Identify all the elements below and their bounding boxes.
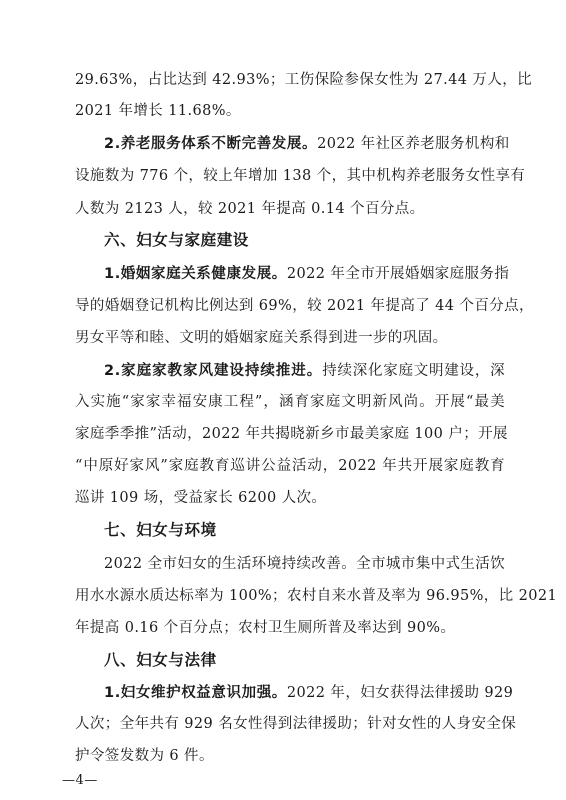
text-line: 用水水源水质达标率为 100%；农村自来水普及率为 96.95%，比 2021 (75, 588, 558, 604)
text-line: 入实施“家家幸福安康工程”，涵育家庭文明新风尚。开展“最美 (75, 394, 505, 410)
text-line: 人数为 2123 人，较 2021 年提高 0.14 个百分点。 (75, 201, 425, 217)
text-line: 导的婚姻登记机构比例达到 69%，较 2021 年提高了 44 个百分点， (75, 298, 534, 314)
paragraph-first-line (104, 361, 505, 381)
text-line: 男女平等和睦、文明的婚姻家庭关系得到进一步的巩固。 (75, 330, 448, 346)
paragraph-lead: 1.婚姻家庭关系健康发展。 (104, 266, 287, 282)
section-heading: 八、妇女与法律 (104, 651, 217, 669)
section-heading: 七、妇女与环境 (104, 521, 217, 539)
paragraph-lead: 2.养老服务体系不断完善发展。 (104, 136, 318, 152)
paragraph-lead: 1.妇女维护权益意识加强。 (104, 685, 287, 701)
text-fragment: 2022 年社区养老服务机构和 (317, 136, 510, 152)
text-line: 2021 年增长 11.68%。 (75, 103, 241, 119)
text-line: “中原好家风”家庭教育巡讲公益活动，2022 年共开展家庭教育 (75, 458, 505, 474)
text-line: 设施数为 776 个，较上年增加 138 个，其中机构养老服务女性享有 (75, 168, 526, 184)
text-line: 29.63%，占比达到 42.93%；工伤保险参保女性为 27.44 万人，比 (75, 72, 533, 88)
text-fragment: 2022 年，妇女获得法律援助 929 (286, 685, 514, 701)
paragraph-first-line (104, 134, 510, 154)
section-heading: 六、妇女与家庭建设 (104, 231, 249, 249)
text-line: 巡讲 109 场，受益家长 6200 人次。 (75, 490, 327, 506)
paragraph-first-line (104, 264, 510, 284)
text-fragment: 持续深化家庭文明建设，深 (322, 363, 505, 379)
text-line: 年提高 0.16 个百分点；农村卫生厕所普及率达到 90%。 (75, 620, 456, 636)
text-line: 护令签发数为 6 件。 (75, 748, 214, 764)
page-number: —4— (62, 773, 98, 788)
paragraph-first-line (104, 683, 514, 703)
paragraph-lead: 2.家庭家教家风建设持续推进。 (104, 363, 323, 379)
text-fragment: 2022 年全市开展婚姻家庭服务指 (286, 266, 510, 282)
text-line: 人次；全年共有 929 名女性得到法律援助；针对女性的人身安全保 (75, 716, 517, 732)
text-line: 2022 全市妇女的生活环境持续改善。全市城市集中式生活饮 (104, 556, 506, 572)
text-line: 家庭季季推”活动，2022 年共揭晓新乡市最美家庭 100 户；开展 (75, 426, 508, 442)
